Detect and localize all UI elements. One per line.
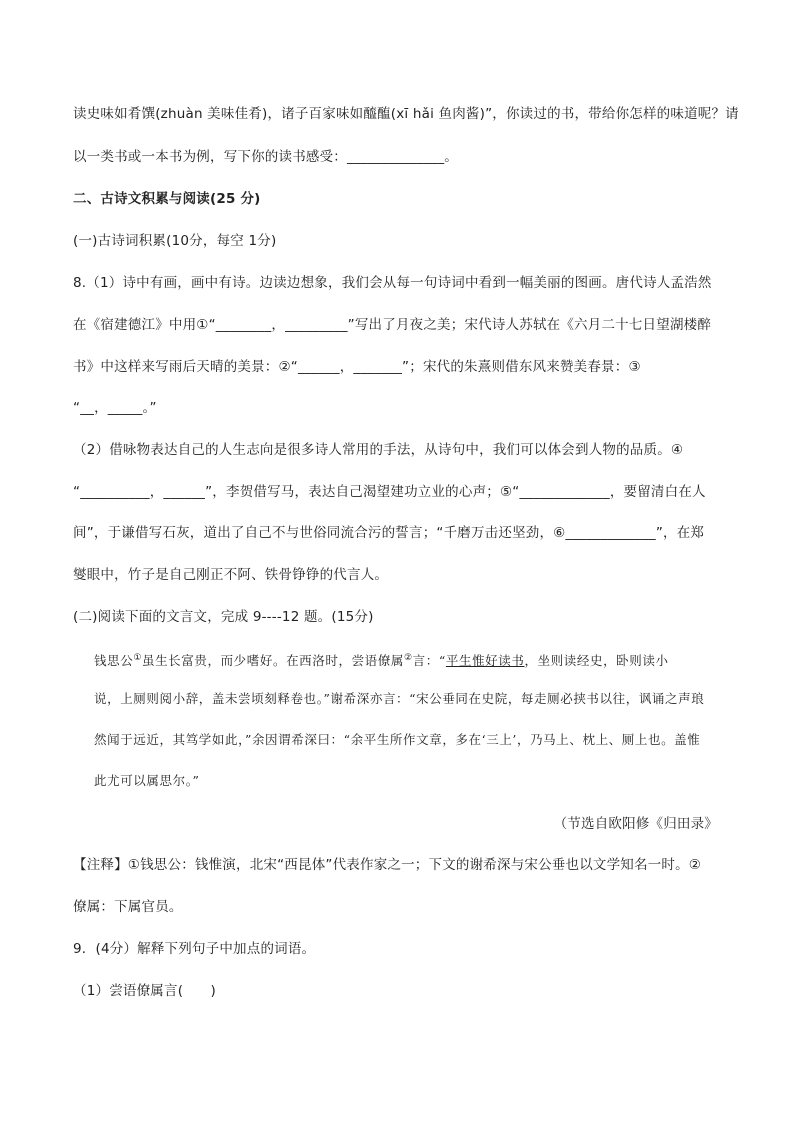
underlined-sentence: 平生惟好读书 (445, 653, 525, 669)
part2-heading: (二)阅读下面的文言文，完成 9----12 题。(15分) (73, 609, 374, 625)
note-marker: ① (133, 653, 142, 663)
passage-line-2: 说，上厕则阅小辞，盖未尝顷刻释卷也。”谢希深亦言：“宋公垂同在史院，每走厕必挟书以往，讽诵之声琅 (94, 691, 705, 706)
notes-line-1: 【注释】①钱思公：钱惟演，北宋“西昆体”代表作家之一；下文的谢希深与宋公垂也以文学知名一时。② (73, 857, 702, 873)
passage-line-4: 此尤可以属思尔。” (94, 773, 200, 788)
passage-text: 虽生长富贵，而少嗜好。在西洛时，尝语僚属 (141, 653, 404, 669)
q8-line-6: “__________，______”，李贺借写马，表达自己渴望建功立业的心声；⑤“_____________，要留清白在人 (73, 484, 706, 500)
q8-line-3: 书》中这样来写雨后天晴的美景：②“______，_______”；宋代的朱熹则借东风来赞美春景：③ (73, 359, 641, 375)
q7-line-1: 读史味如肴馔(zhuàn 美味佳肴)，诸子百家味如醯醢(xī hǎi 鱼肉酱)”，你读过的书，带给你怎样的味道呢？请 (73, 106, 739, 122)
section-heading: 二、古诗文积累与阅读(25 分) (73, 191, 261, 207)
passage-line-1 (94, 648, 724, 671)
notes-line-2: 僚属：下属官员。 (73, 899, 183, 915)
q9-stem: 9．(4分）解释下列句子中加点的词语。 (73, 941, 316, 957)
passage-text: ，坐则读经史，卧则读小 (524, 653, 669, 669)
q8-line-1: 8.（1）诗中有画，画中有诗。边读边想象，我们会从每一句诗词中看到一幅美丽的图画。唐代诗人孟浩然 (73, 275, 712, 291)
q7-line-2: 以一类书或一本书为例，写下你的读书感受：______________。 (73, 149, 458, 165)
q8-line-4: “__，_____。” (73, 400, 157, 416)
q9-item-1: （1）尝语僚属言( ) (73, 983, 217, 999)
q8-line-7: 间”，于谦借写石灰，道出了自己不与世俗同流合污的誓言；“千磨万击还坚劲，⑥_____________”，在郑 (73, 525, 705, 541)
passage-source: （节选自欧阳修《归田录》 (553, 816, 718, 832)
passage-text: 钱思公 (94, 653, 134, 669)
q8-line-8: 燮眼中，竹子是自己刚正不阿、铁骨铮铮的代言人。 (73, 567, 389, 583)
passage-line-3: 然闻于远近，其笃学如此，”余因谓希深曰：“余平生所作文章，多在‘三上’，乃马上、枕上、厕上也。盖惟 (94, 732, 701, 747)
q8-line-5: （2）借咏物表达自己的人生志向是很多诗人常用的手法，从诗句中，我们可以体会到人物的品质。④ (73, 442, 684, 458)
part1-heading: (一)古诗词积累(10分，每空 1分) (73, 233, 277, 249)
passage-text: 言：“ (412, 653, 446, 669)
note-marker: ② (404, 653, 413, 663)
q8-line-2: 在《宿建德江》中用①“________，_________”写出了月夜之美；宋代诗人苏轼在《六月二十七日望湖楼醉 (73, 317, 712, 333)
